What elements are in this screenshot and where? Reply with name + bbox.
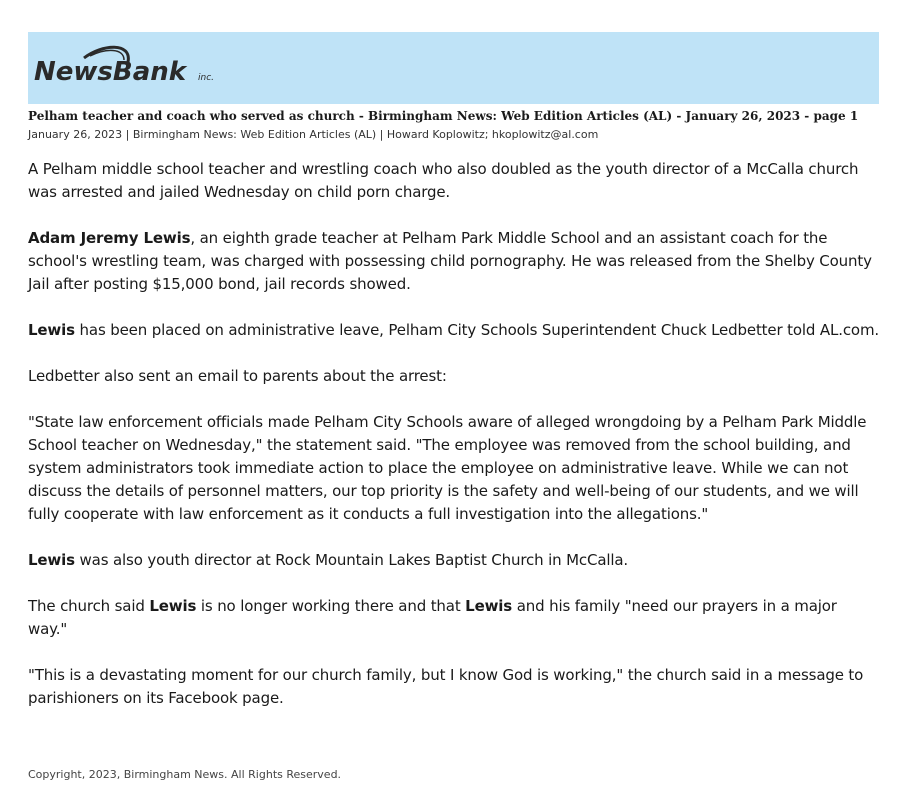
paragraph-6 [28, 549, 880, 572]
article-meta: January 26, 2023 | Birmingham News: Web Edition Articles (AL) | Howard Koplowitz; hkoplowitz@al.com [28, 128, 599, 141]
paragraph-5: "State law enforcement officials made Pelham City Schools aware of alleged wrongdoing by a Pelham Park Middle School teacher on Wednesday," the statement said. "The employee was removed from the school building, and system administrators took immediate action to place the employee on administrative leave. While we can not discuss the details of personnel matters, our top priority is the safety and well-being of our students, and we will fully cooperate with law enforcement as it conducts a full investigation into the allegations." [28, 413, 867, 523]
name-bold: Lewis [149, 597, 197, 615]
name-bold: Lewis [28, 551, 75, 569]
paragraph-8: "This is a devastating moment for our church family, but I know God is working," the church said in a message to parishioners on its Facebook page. [28, 666, 864, 707]
paragraph-text: was also youth director at Rock Mountain Lakes Baptist Church in McCalla. [74, 551, 629, 569]
article-body [28, 158, 880, 733]
copyright-notice: Copyright, 2023, Birmingham News. All Rights Reserved. [28, 768, 342, 781]
svg-text:NewsBank: NewsBank [34, 57, 187, 87]
svg-text:inc.: inc. [198, 73, 215, 83]
paragraph-4: Ledbetter also sent an email to parents about the arrest: [28, 367, 447, 385]
name-bold: Lewis [465, 597, 513, 615]
paragraph-text: has been placed on administrative leave, Pelham City Schools Superintendent Chuck Ledbetter told AL.com. [74, 321, 880, 339]
paragraph-1: A Pelham middle school teacher and wrestling coach who also doubled as the youth director of a McCalla church was arrested and jailed Wednesday on child porn charge. [28, 160, 859, 201]
paragraph-7 [28, 595, 880, 641]
paragraph-text: The church said [28, 597, 150, 615]
name-bold: Lewis [28, 321, 75, 339]
paragraph-2 [28, 227, 880, 296]
paragraph-3 [28, 319, 880, 342]
newsbank-banner [28, 32, 879, 104]
article-title: Pelham teacher and coach who served as church - Birmingham News: Web Edition Articles (AL) - January 26, 2023 - page 1 [28, 109, 859, 123]
paragraph-text: , an eighth grade teacher at Pelham Park Middle School and an assistant coach for the school's wrestling team, was charged with possessing child pornography. He was released from the Shelby County Jail after posting $15,000 bond, jail records showed. [28, 229, 872, 293]
paragraph-text: and his family "need our prayers in a major way." [28, 597, 837, 638]
name-bold: Adam Jeremy Lewis [28, 229, 191, 247]
paragraph-text: is no longer working there and that [196, 597, 466, 615]
newsbank-logo [32, 40, 232, 90]
